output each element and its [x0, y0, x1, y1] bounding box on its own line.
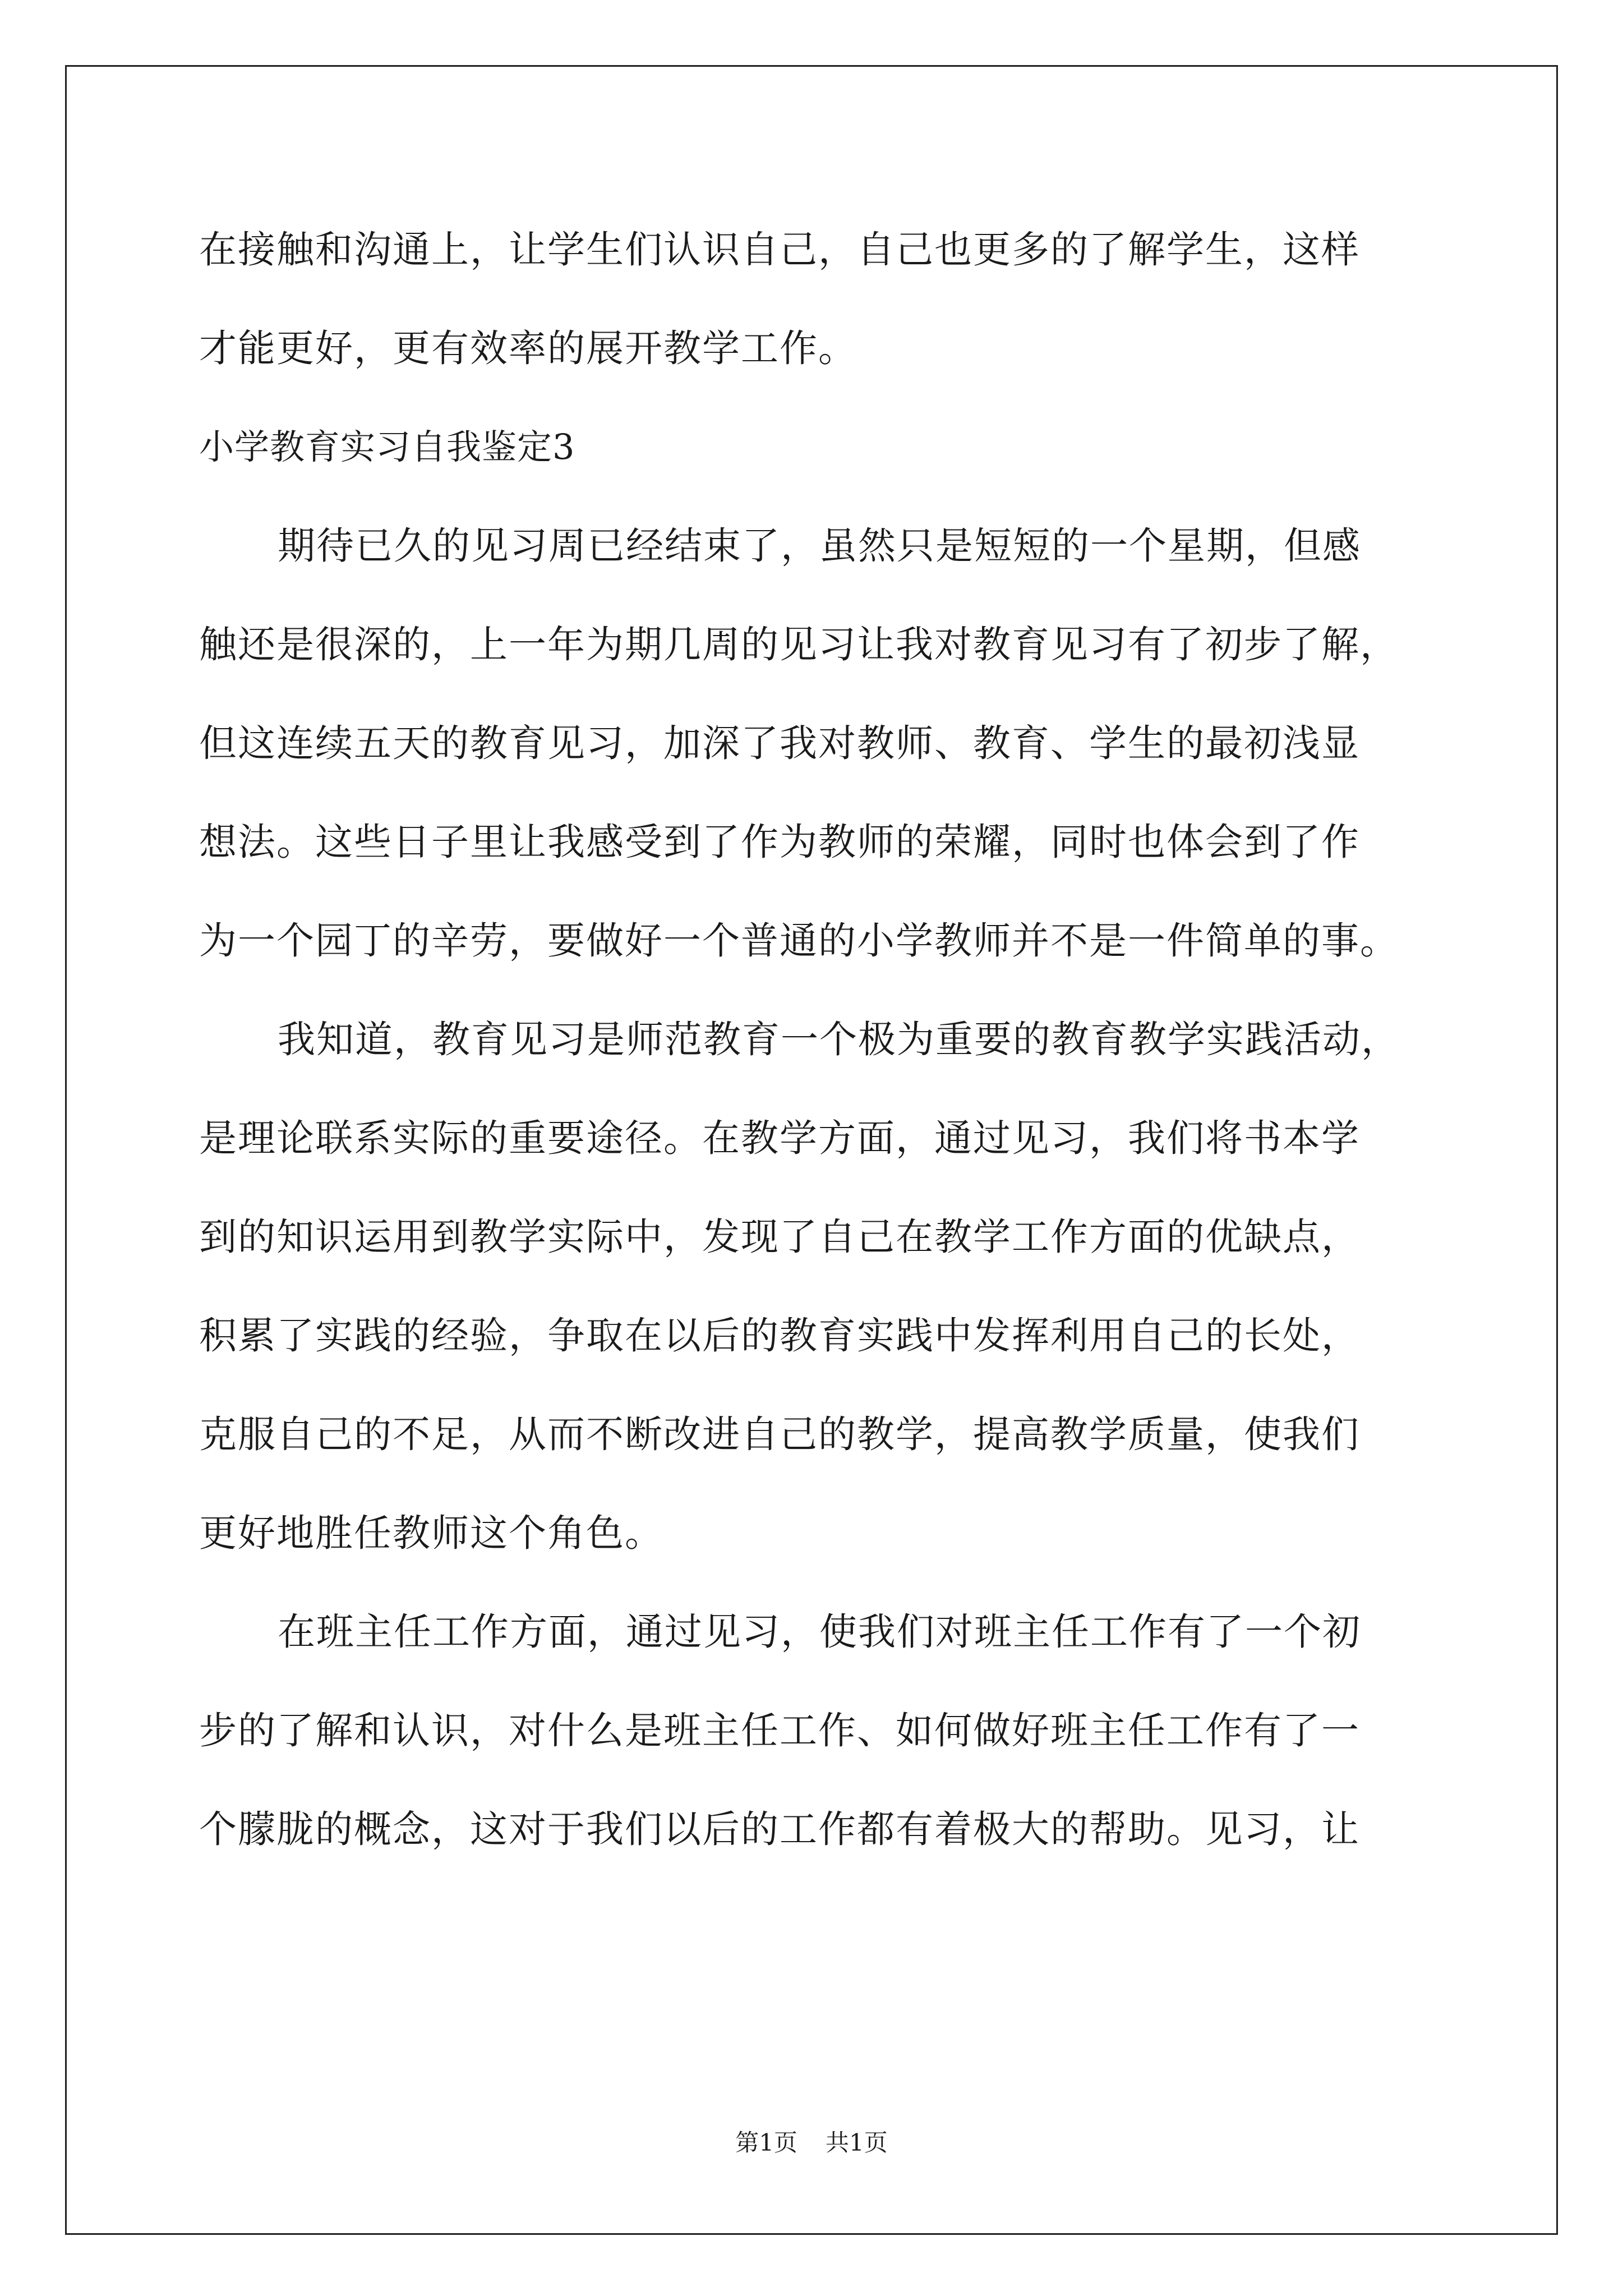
text-line: 但这连续五天的教育见习，加深了我对教师、教育、学生的最初浅显 [199, 721, 1360, 765]
text-line: 期待已久的见习周已经结束了，虽然只是短短的一个星期，但感 [278, 524, 1361, 568]
text-line: 为一个园丁的辛劳，要做好一个普通的小学教师并不是一件简单的事。 [199, 919, 1399, 963]
section-heading: 小学教育实习自我鉴定3 [199, 426, 575, 467]
text-line: 在班主任工作方面，通过见习，使我们对班主任工作有了一个初 [278, 1610, 1361, 1654]
text-line: 是理论联系实际的重要途径。在教学方面，通过见习，我们将书本学 [199, 1116, 1360, 1160]
document-body [199, 216, 1444, 1894]
page-number: 第1页 [735, 2129, 797, 2156]
text-line: 到的知识运用到教学实际中，发现了自己在教学工作方面的优缺点， [199, 1215, 1360, 1259]
text-line: 个朦胧的概念，这对于我们以后的工作都有着极大的帮助。见习，让 [199, 1807, 1360, 1851]
text-line: 在接触和沟通上，让学生们认识自己，自己也更多的了解学生，这样 [199, 228, 1360, 272]
text-line: 步的了解和认识，对什么是班主任工作、如何做好班主任工作有了一 [199, 1709, 1360, 1752]
text-line: 积累了实践的经验，争取在以后的教育实践中发挥利用自己的长处， [199, 1314, 1360, 1358]
text-line: 触还是很深的，上一年为期几周的见习让我对教育见习有了初步了解， [199, 623, 1399, 666]
text-line: 才能更好，更有效率的展开教学工作。 [199, 326, 857, 370]
page-total: 共1页 [826, 2129, 888, 2156]
text-line: 想法。这些日子里让我感受到了作为教师的荣耀，同时也体会到了作 [199, 820, 1360, 864]
text-line: 更好地胜任教师这个角色。 [199, 1511, 663, 1555]
page-footer [0, 2126, 1623, 2160]
text-line: 克服自己的不足，从而不断改进自己的教学，提高教学质量，使我们 [199, 1412, 1360, 1456]
text-line: 我知道，教育见习是师范教育一个极为重要的教育教学实践活动， [278, 1018, 1400, 1061]
